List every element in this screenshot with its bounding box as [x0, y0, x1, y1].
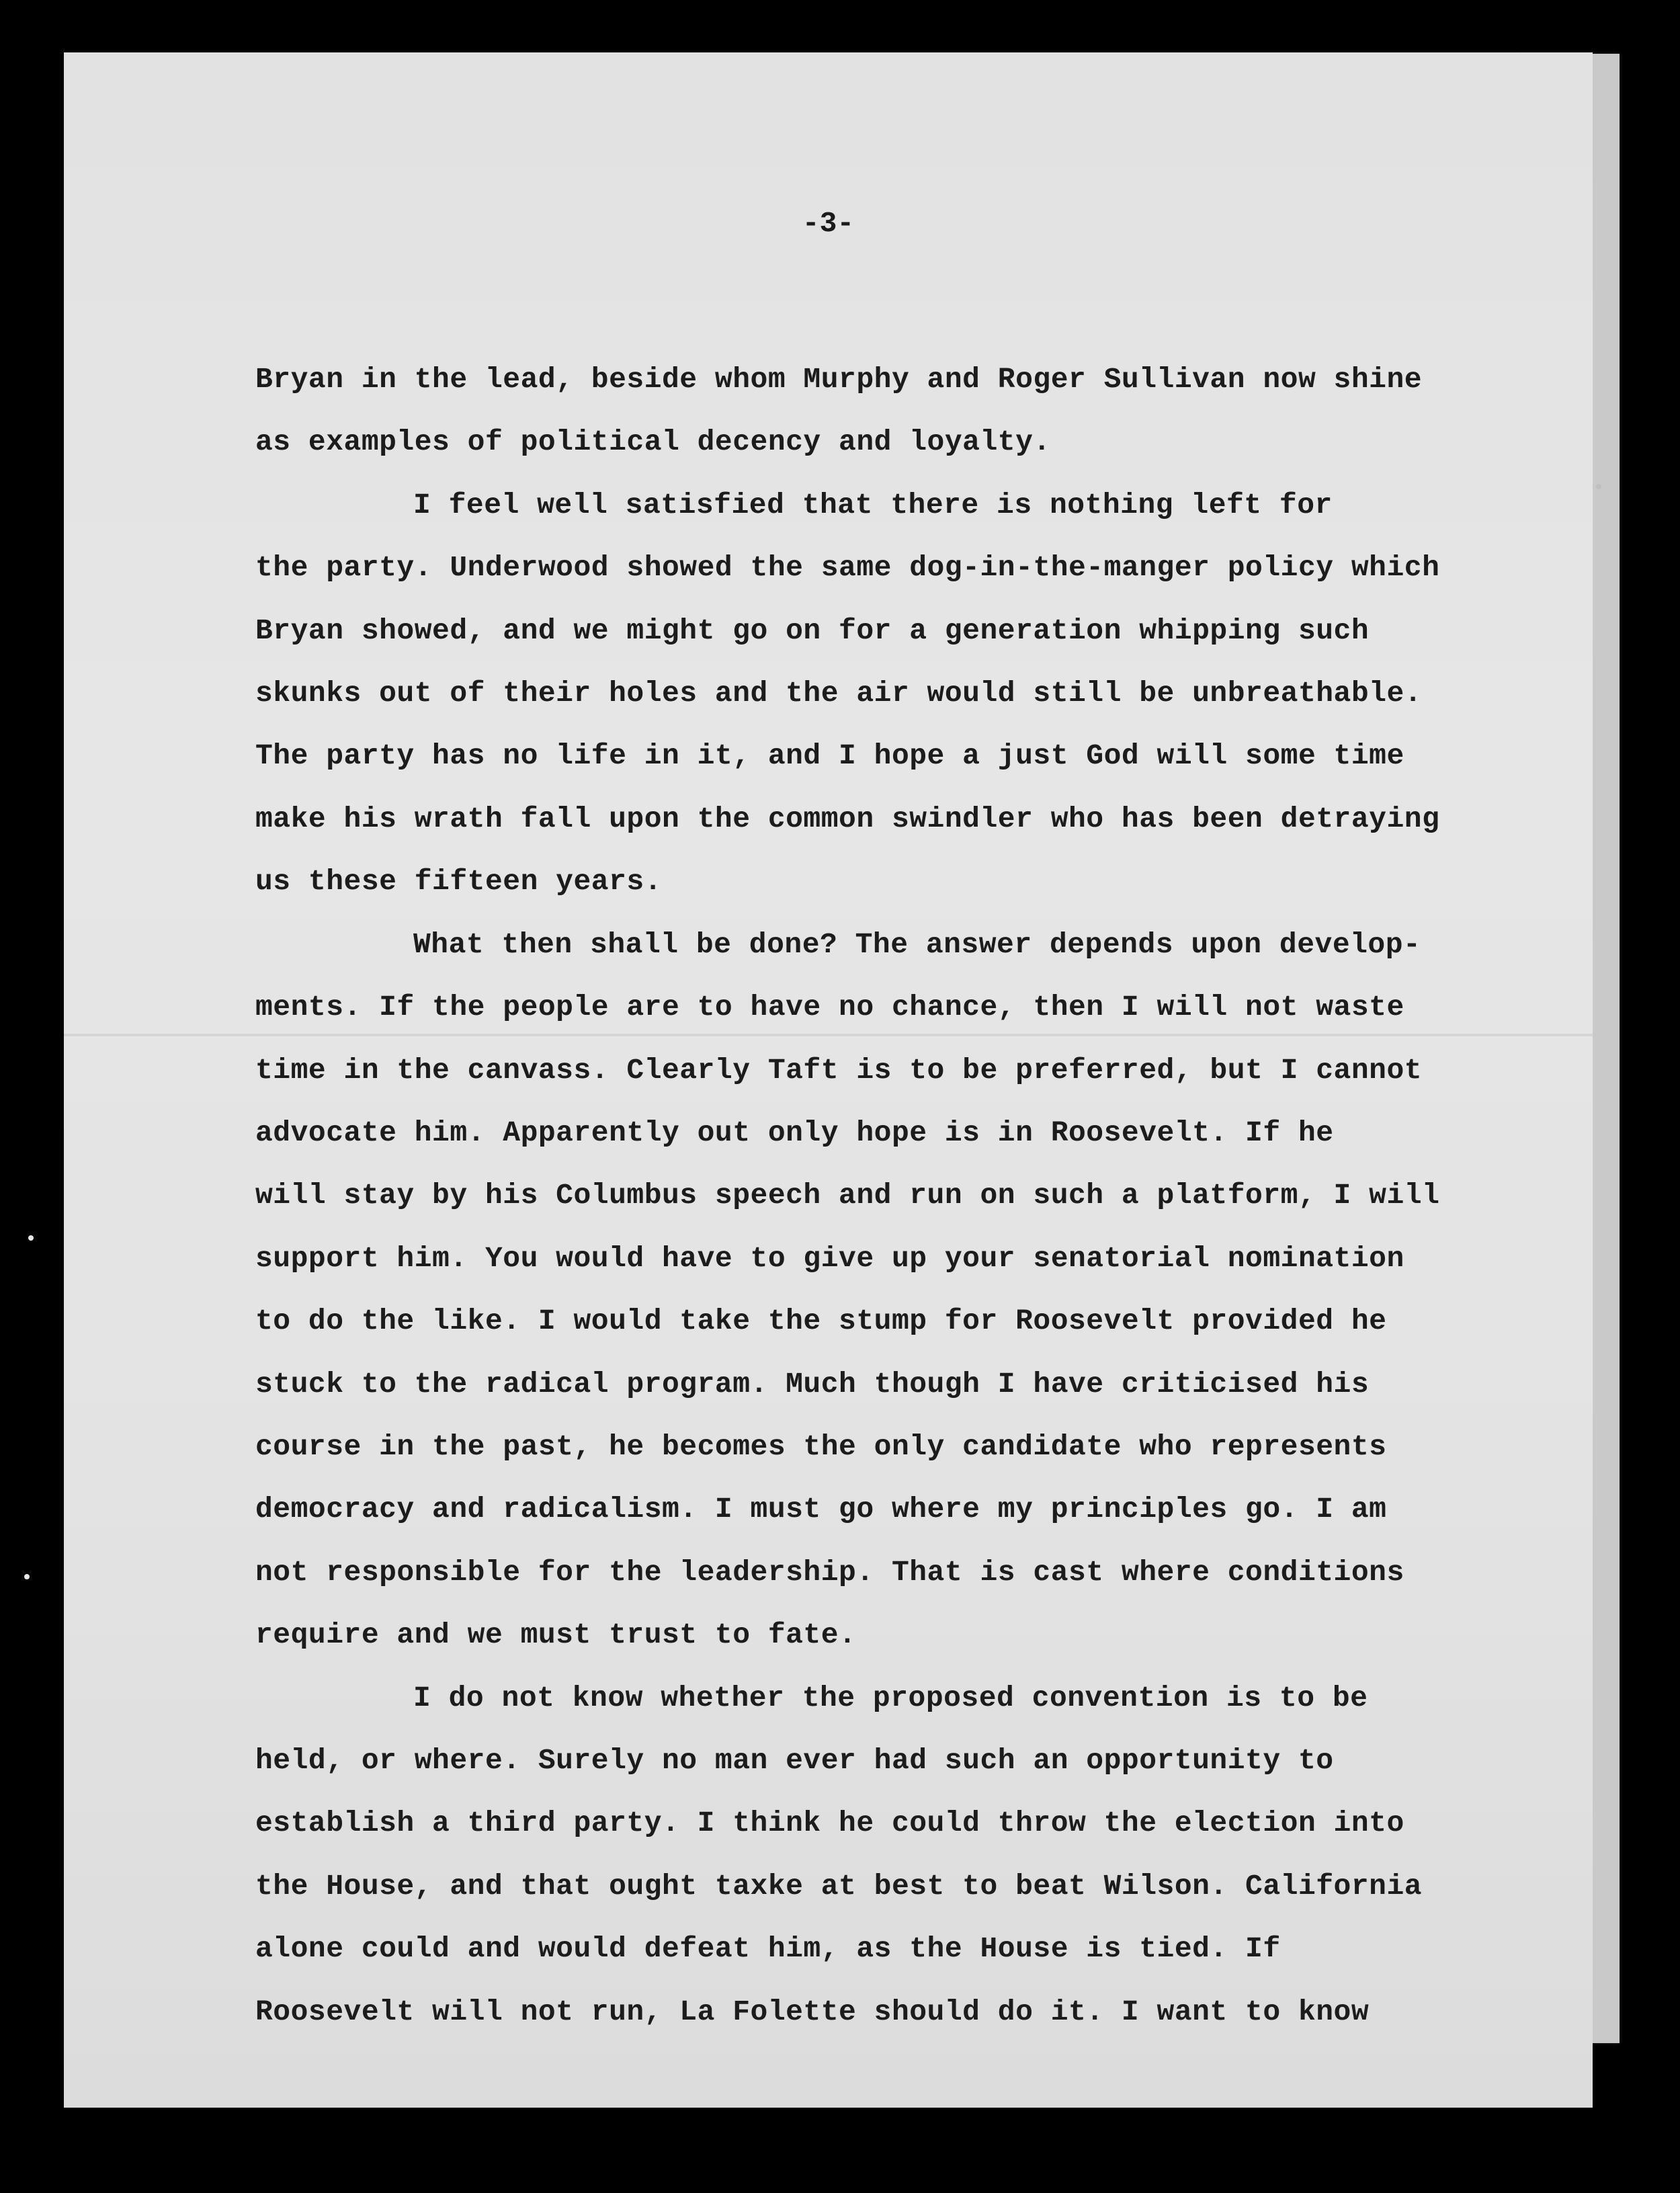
text-line: will stay by his Columbus speech and run on such a platform, I will — [255, 1179, 1440, 1212]
text-line: skunks out of their holes and the air would still be unbreathable. — [255, 677, 1423, 710]
text-line: alone could and would defeat him, as the House is tied. If — [255, 1932, 1281, 1965]
text-line: as examples of political decency and loyalty. — [255, 425, 1051, 458]
text-line: Bryan in the lead, beside whom Murphy and Roger Sullivan now shine — [255, 363, 1423, 396]
text-line: held, or where. Surely no man ever had such an opportunity to — [255, 1744, 1334, 1777]
dust-speck — [28, 1235, 34, 1241]
text-line: require and we must trust to fate. — [255, 1618, 857, 1651]
text-line: the party. Underwood showed the same dog-in-the-manger policy which — [255, 551, 1440, 584]
page-number: -3- — [802, 207, 855, 240]
dust-speck — [24, 1574, 30, 1579]
text-line: make his wrath fall upon the common swindler who has been detraying — [255, 802, 1440, 835]
text-line: stuck to the radical program. Much though I have criticised his — [255, 1368, 1370, 1401]
dust-speck — [1596, 484, 1601, 489]
typewritten-letter-page — [64, 52, 1593, 2108]
text-line: us these fifteen years. — [255, 865, 662, 898]
text-line: establish a third party. I think he could throw the election into — [255, 1807, 1404, 1839]
page-fold-crease — [64, 1034, 1593, 1036]
text-line: advocate him. Apparently out only hope is in Roosevelt. If he — [255, 1116, 1334, 1149]
text-line: the House, and that ought taxke at best to beat Wilson. California — [255, 1870, 1423, 1903]
text-line: What then shall be done? The answer depends upon develop- — [413, 928, 1421, 961]
text-line: democracy and radicalism. I must go where my principles go. I am — [255, 1493, 1387, 1526]
text-line: course in the past, he becomes the only candidate who represents — [255, 1430, 1387, 1463]
text-line: I do not know whether the proposed convention is to be — [413, 1682, 1368, 1714]
text-line: time in the canvass. Clearly Taft is to be preferred, but I cannot — [255, 1054, 1423, 1087]
text-line: not responsible for the leadership. That is cast where conditions — [255, 1556, 1404, 1589]
text-line: to do the like. I would take the stump for Roosevelt provided he — [255, 1305, 1387, 1337]
text-line: Bryan showed, and we might go on for a generation whipping such — [255, 614, 1370, 647]
text-line: ments. If the people are to have no chance, then I will not waste — [255, 991, 1404, 1024]
text-line: The party has no life in it, and I hope a just God will some time — [255, 739, 1404, 772]
text-line: Roosevelt will not run, La Folette should do it. I want to know — [255, 1995, 1370, 2028]
text-line: support him. You would have to give up your senatorial nomination — [255, 1242, 1404, 1275]
text-line: I feel well satisfied that there is nothing left for — [413, 489, 1333, 522]
